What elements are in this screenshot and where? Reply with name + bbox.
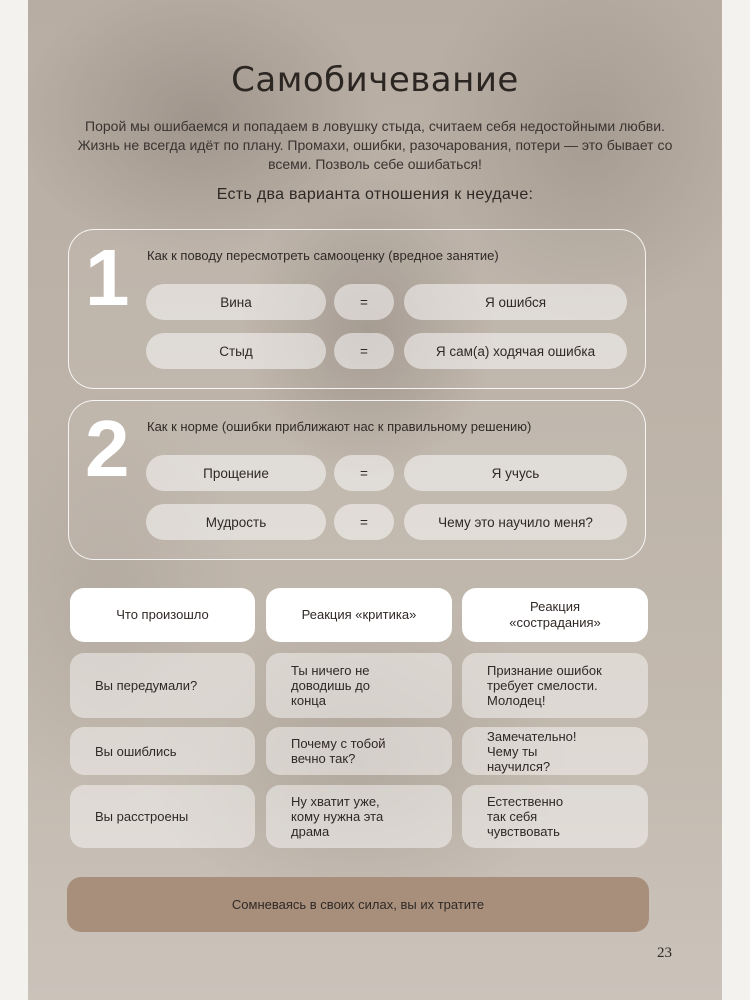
pill-meaning: Я ошибся xyxy=(404,284,627,320)
variant-number: 2 xyxy=(85,404,130,493)
table-cell: Ты ничего не доводишь до конца xyxy=(266,653,452,718)
table-cell: Ну хватит уже, кому нужна эта драма xyxy=(266,785,452,848)
pill-equals: = xyxy=(334,333,394,369)
intro-paragraph: Порой мы ошибаемся и попадаем в ловушку стыда, считаем себя недостойными любви. Жизнь не всегда идёт по плану. Промахи, ошибки, разочарования, потери — это бывает со всеми. Позволь себе ошибаться! xyxy=(77,118,673,172)
table-header-critic: Реакция «критика» xyxy=(266,588,452,642)
table-header-compassion: Реакция «сострадания» xyxy=(462,588,648,642)
variant-number: 1 xyxy=(85,233,130,322)
page xyxy=(28,0,722,1000)
variant-card-2 xyxy=(68,400,646,560)
pill-equals: = xyxy=(334,504,394,540)
variant-heading: Как к норме (ошибки приближают нас к правильному решению) xyxy=(147,419,532,434)
pill-feeling: Вина xyxy=(146,284,326,320)
table-cell: Признание ошибок требует смелости. Молодец! xyxy=(462,653,648,718)
table-cell: Замечательно! Чему ты научился? xyxy=(462,727,648,775)
pill-feeling: Стыд xyxy=(146,333,326,369)
pill-feeling: Прощение xyxy=(146,455,326,491)
pill-equals: = xyxy=(334,284,394,320)
page-title: Самобичевание xyxy=(231,60,519,100)
table-cell: Вы ошиблись xyxy=(70,727,255,775)
footer-quote: Сомневаясь в своих силах, вы их тратите xyxy=(67,877,649,932)
pill-feeling: Мудрость xyxy=(146,504,326,540)
variant-card-1 xyxy=(68,229,646,389)
pill-meaning: Я учусь xyxy=(404,455,627,491)
table-cell: Почему с тобой вечно так? xyxy=(266,727,452,775)
table-header-what-happened: Что произошло xyxy=(70,588,255,642)
page-number: 23 xyxy=(657,945,672,961)
pill-meaning: Я сам(а) ходячая ошибка xyxy=(404,333,627,369)
table-cell: Вы расстроены xyxy=(70,785,255,848)
pill-meaning: Чему это научило меня? xyxy=(404,504,627,540)
section-subtitle: Есть два варианта отношения к неудаче: xyxy=(216,186,534,203)
variant-heading: Как к поводу пересмотреть самооценку (вредное занятие) xyxy=(147,248,499,263)
table-cell: Вы передумали? xyxy=(70,653,255,718)
pill-equals: = xyxy=(334,455,394,491)
table-cell: Естественно так себя чувствовать xyxy=(462,785,648,848)
